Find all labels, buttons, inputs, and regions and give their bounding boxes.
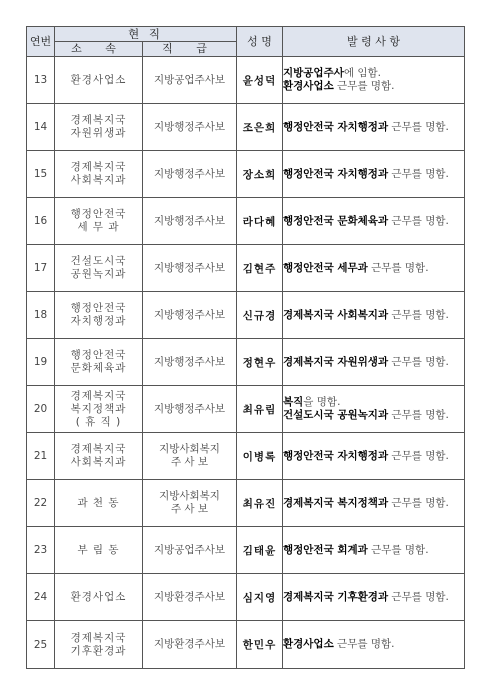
department-line: 공원녹지과 [70, 268, 127, 280]
grade-cell [143, 386, 237, 433]
appointment-target: 행정안전국 세무과 [283, 261, 368, 274]
name-cell: 조은희 [237, 104, 283, 151]
department-line: 부 림 동 [77, 543, 120, 556]
serial-no-cell: 19 [27, 339, 55, 386]
personnel-order-table [26, 26, 465, 669]
department-line: 과 천 동 [77, 496, 120, 509]
department-cell [55, 245, 143, 292]
department-line: 행정안전국 [70, 208, 127, 220]
appointment-line [283, 450, 464, 463]
appointment-cell [283, 527, 465, 574]
table-row [27, 339, 465, 386]
grade-line: 지방행정주사보 [153, 402, 225, 415]
department-cell [55, 527, 143, 574]
appointment-line [283, 356, 464, 369]
appointment-cell [283, 57, 465, 104]
appointment-cell [283, 480, 465, 527]
department-line: 행정안전국 [70, 302, 127, 314]
serial-no-cell: 23 [27, 527, 55, 574]
grade-cell [143, 198, 237, 245]
appointment-line [283, 80, 464, 93]
table-header [27, 27, 465, 57]
department-line: 문화체육과 [70, 362, 127, 374]
grade-cell [143, 433, 237, 480]
grade-line: 지방행정주사보 [153, 261, 225, 274]
department-cell [55, 57, 143, 104]
appointment-line [283, 591, 464, 604]
header-department: 소 속 [55, 42, 143, 57]
appointment-target: 행정안전국 자치행정과 [283, 449, 389, 462]
grade-cell [143, 57, 237, 104]
appointment-cell [283, 245, 465, 292]
appointment-cell [283, 198, 465, 245]
header-appointment: 발 령 사 항 [283, 27, 465, 57]
department-line: 경제복지국 [70, 443, 127, 455]
department-cell [55, 433, 143, 480]
header-serial-no: 연번 [27, 27, 55, 57]
appointment-line [283, 262, 464, 275]
grade-cell [143, 574, 237, 621]
appointment-target: 행정안전국 자치행정과 [283, 120, 389, 133]
department-line: 경제복지국 [70, 631, 127, 644]
table-row [27, 104, 465, 151]
serial-no-cell: 25 [27, 621, 55, 669]
appointment-text: 에 임함. [343, 67, 381, 79]
grade-line: 주 사 보 [170, 503, 209, 515]
table-row [27, 57, 465, 104]
grade-cell [143, 621, 237, 669]
appointment-line [283, 67, 464, 80]
appointment-cell [283, 104, 465, 151]
table-row [27, 527, 465, 574]
appointment-line [283, 396, 464, 409]
grade-cell [143, 292, 237, 339]
table-row [27, 433, 465, 480]
name-cell: 김현주 [237, 245, 283, 292]
serial-no-cell: 18 [27, 292, 55, 339]
name-cell: 정현우 [237, 339, 283, 386]
appointment-cell [283, 386, 465, 433]
department-cell [55, 198, 143, 245]
appointment-target: 행정안전국 회계과 [283, 543, 368, 556]
appointment-line [283, 168, 464, 181]
name-cell: 장소희 [237, 151, 283, 198]
appointment-target: 경제복지국 복지정책과 [283, 496, 389, 509]
grade-cell [143, 339, 237, 386]
department-line: 환경사업소 [70, 590, 127, 603]
department-line: 자치행정과 [70, 315, 127, 327]
appointment-line [283, 497, 464, 510]
grade-line: 지방공업주사보 [153, 73, 225, 86]
grade-cell [143, 104, 237, 151]
appointment-text: 근무를 명함. [388, 590, 449, 603]
appointment-line [283, 215, 464, 228]
appointment-cell [283, 151, 465, 198]
name-cell: 윤성덕 [237, 57, 283, 104]
appointment-text: 근무를 명함. [388, 214, 449, 227]
department-line: 경제복지국 [70, 114, 127, 126]
department-cell [55, 339, 143, 386]
appointment-text: 근무를 명함. [388, 449, 449, 462]
name-cell: 김태윤 [237, 527, 283, 574]
table-body [27, 57, 465, 669]
serial-no-cell: 21 [27, 433, 55, 480]
appointment-target: 행정안전국 문화체육과 [283, 214, 389, 227]
grade-line: 지방행정주사보 [153, 214, 225, 227]
table-row [27, 386, 465, 433]
appointment-cell [283, 621, 465, 669]
header-current-position: 현 직 [55, 27, 237, 42]
name-cell: 심지영 [237, 574, 283, 621]
department-line: 사회복지과 [70, 174, 127, 186]
serial-no-cell: 15 [27, 151, 55, 198]
appointment-target: 행정안전국 자치행정과 [283, 167, 389, 180]
name-cell: 한민우 [237, 621, 283, 669]
grade-line: 지방행정주사보 [153, 120, 225, 133]
table-row [27, 574, 465, 621]
appointment-target: 복직 [283, 396, 304, 408]
department-cell [55, 386, 143, 433]
appointment-text: 근무를 명함. [367, 261, 429, 274]
appointment-text: 근무를 명함. [367, 543, 429, 556]
appointment-text: 근무를 명함. [333, 638, 395, 650]
department-cell [55, 621, 143, 669]
appointment-target: 경제복지국 사회복지과 [283, 308, 389, 321]
department-line: 경제복지국 [70, 161, 127, 173]
name-cell: 최유진 [237, 480, 283, 527]
name-cell: 라다혜 [237, 198, 283, 245]
appointment-target: 건설도시국 공원녹지과 [283, 409, 389, 421]
department-line: ( 휴 직 ) [75, 415, 122, 428]
department-cell [55, 480, 143, 527]
appointment-target: 경제복지국 자원위생과 [283, 355, 389, 368]
department-line: 경제복지국 [70, 389, 127, 402]
grade-line: 지방사회복지 [159, 490, 220, 502]
table-row [27, 245, 465, 292]
appointment-cell [283, 339, 465, 386]
serial-no-cell: 20 [27, 386, 55, 433]
appointment-line [283, 638, 464, 651]
department-line: 환경사업소 [70, 73, 127, 86]
grade-cell [143, 527, 237, 574]
department-line: 기후환경과 [70, 644, 127, 657]
grade-line: 지방행정주사보 [153, 355, 225, 368]
appointment-target: 경제복지국 기후환경과 [283, 590, 389, 603]
appointment-target: 지방공업주사 [283, 67, 344, 79]
table-row [27, 480, 465, 527]
table-row [27, 198, 465, 245]
grade-cell [143, 245, 237, 292]
department-cell [55, 574, 143, 621]
serial-no-cell: 17 [27, 245, 55, 292]
grade-line: 지방행정주사보 [153, 167, 225, 180]
grade-line: 지방환경주사보 [153, 590, 225, 603]
department-line: 사회복지과 [70, 456, 127, 468]
department-cell [55, 292, 143, 339]
appointment-target: 환경사업소 [283, 80, 334, 92]
name-cell: 신규경 [237, 292, 283, 339]
department-line: 행정안전국 [70, 349, 127, 361]
serial-no-cell: 22 [27, 480, 55, 527]
grade-cell [143, 480, 237, 527]
serial-no-cell: 16 [27, 198, 55, 245]
department-line: 건설도시국 [70, 255, 127, 267]
grade-line: 지방사회복지 [159, 443, 220, 455]
appointment-cell [283, 433, 465, 480]
serial-no-cell: 14 [27, 104, 55, 151]
department-cell [55, 104, 143, 151]
department-line: 복지정책과 [70, 402, 127, 415]
grade-cell [143, 151, 237, 198]
department-line: 세 무 과 [77, 221, 120, 233]
department-line: 자원위생과 [70, 127, 127, 139]
grade-line: 지방환경주사보 [153, 638, 225, 650]
department-cell [55, 151, 143, 198]
appointment-text: 근무를 명함. [388, 308, 449, 321]
appointment-text: 근무를 명함. [333, 80, 395, 92]
appointment-line [283, 409, 464, 422]
appointment-text: 근무를 명함. [388, 120, 449, 133]
table-row [27, 292, 465, 339]
appointment-text: 근무를 명함. [388, 496, 449, 509]
grade-line: 지방행정주사보 [153, 308, 225, 321]
grade-line: 지방공업주사보 [153, 543, 225, 556]
grade-line: 주 사 보 [170, 456, 209, 468]
table-row [27, 621, 465, 669]
appointment-line [283, 121, 464, 134]
appointment-text: 근무를 명함. [388, 167, 449, 180]
appointment-cell [283, 292, 465, 339]
appointment-text: 을 명함. [303, 396, 341, 408]
serial-no-cell: 24 [27, 574, 55, 621]
appointment-line [283, 544, 464, 557]
serial-no-cell: 13 [27, 57, 55, 104]
header-name: 성 명 [237, 27, 283, 57]
name-cell: 최유림 [237, 386, 283, 433]
appointment-target: 환경사업소 [283, 638, 334, 650]
appointment-cell [283, 574, 465, 621]
appointment-text: 근무를 명함. [388, 355, 449, 368]
appointment-line [283, 309, 464, 322]
appointment-text: 근무를 명함. [388, 409, 449, 421]
name-cell: 이병록 [237, 433, 283, 480]
header-grade: 직 급 [143, 42, 237, 57]
table-row [27, 151, 465, 198]
